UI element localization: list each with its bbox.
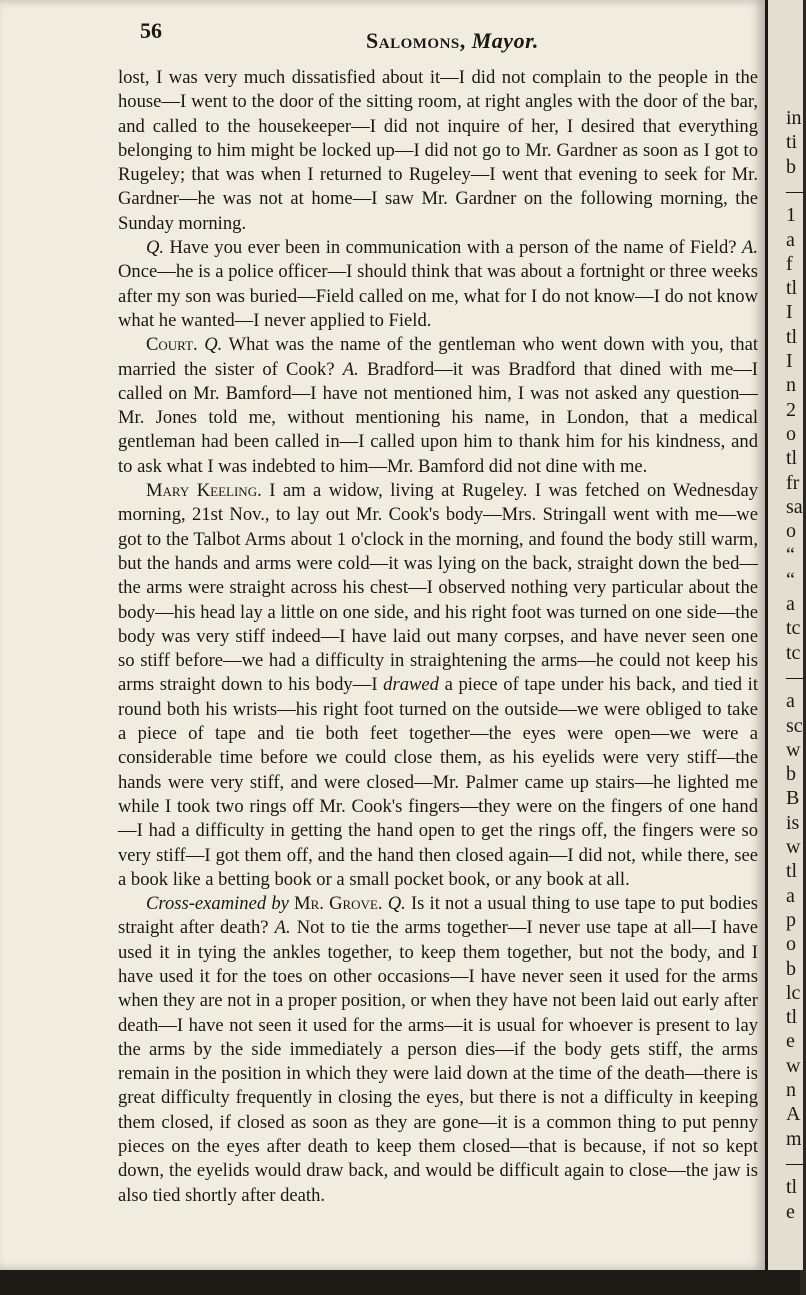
adjacent-page-fragment: tl xyxy=(786,325,798,348)
question-text: Is it not a usual thing to use tape to put bodies straight after death? xyxy=(118,893,758,939)
running-head-name: Salomons, xyxy=(366,28,466,53)
adjacent-page-fragment: A xyxy=(786,1103,801,1126)
adjacent-page-fragment: o xyxy=(786,520,796,543)
adjacent-page-fragment: — xyxy=(786,665,806,688)
question-text: What was the name of the gentleman who went down with you, that married the sister of Cook? xyxy=(118,334,758,380)
paragraph-question-field xyxy=(118,236,758,333)
adjacent-page-fragment: a xyxy=(786,228,795,251)
court-label: Court. xyxy=(146,334,198,356)
adjacent-page-fragment: lc xyxy=(786,981,801,1004)
adjacent-page-fragment: w xyxy=(786,836,801,858)
adjacent-page-fragment: o xyxy=(786,422,796,445)
adjacent-page-fragment: tl xyxy=(786,277,798,300)
adjacent-page-fragment: o xyxy=(786,933,796,956)
adjacent-page-fragment: w xyxy=(786,738,801,761)
page-number: 56 xyxy=(140,18,162,43)
question-label: Q. xyxy=(387,893,406,915)
adjacent-page-fragment: b xyxy=(786,763,796,786)
adjacent-page-fragment: sa xyxy=(786,495,803,518)
body-text xyxy=(118,66,758,1208)
answer-text: Not to tie the arms together—I never use tape at all—I have used it in tying the ankles together, to keep them together, but not the body, and I have used it for the toes on other occasions—I have never seen it used for the arms when they are not in a proper position, or when they have not been laid out early after death—I have not seen it used for the arms—it is usual for whoever is present to lay the arms by the side immediately a person dies—if the body gets stiff, the arms remain in the position in which they were laid down at the time of the death—there is great difficulty frequently in closing the eyes, but there is not a difficulty in keeping them closed, if closed as soon as they are gone—it is a common thing to put penny pieces on the eyes after death to keep them closed—that is because, if not so kept down, the eyelids would draw back, and would be difficult again to close—the jaw is also tied shortly after death. xyxy=(118,917,759,1206)
paragraph-continuation: lost, I was very much dissatisfied about it—I did not complain to the people in the house—I went to the door of the sitting room, at right angles with the door of the bar, and called to the housekeeper—I did not inquire of her, I desired that everything belonging to him might be locked up—I did not go to Mr. Gardner as soon as I got to Rugeley; that was when I returned to Rugeley—I went that evening to seek for Mr. Gardner—he was not at home—I saw Mr. Gardner on the following morning, the Sunday morning. xyxy=(118,67,758,234)
adjacent-page-fragment: a xyxy=(786,593,795,615)
adjacent-page-fragment: a xyxy=(786,884,795,907)
answer-label: A. xyxy=(741,237,758,259)
adjacent-page-fragment: — xyxy=(786,179,806,202)
adjacent-page-fragment: w xyxy=(786,1054,801,1077)
adjacent-page-fragment: ti xyxy=(786,131,798,154)
adjacent-page-fragment: — xyxy=(786,1151,806,1174)
adjacent-page-fragment: 2 xyxy=(786,398,796,421)
answer-label: A. xyxy=(342,358,359,380)
adjacent-page-fragment: f xyxy=(786,252,793,275)
testimony-text: I am a widow, living at Rugeley. I was fetched on Wednesday morning, 21st Nov., to lay out Mr. Cook's body—Mrs. Stringall went with me—we got to the Talbot Arms about 1 o'clock in the morning, and found the body still warm, but the hands and arms were cold—it was lying on the back, straight down the bed—the arms were straight across his chest—I observed nothing very particular about the body—his head lay a little on one side, and his right foot was turned on one side—the body was very stiff indeed—I have laid out many corpses, and have never seen one so stiff before—we had a difficulty in straightening the arms—he could not keep his arms straight down to his body—I xyxy=(118,480,758,696)
adjacent-page-fragment: “ xyxy=(786,544,795,567)
adjacent-page-fragment: b xyxy=(786,957,796,980)
adjacent-page-fragment: p xyxy=(786,908,796,931)
answer-text: Once—he is a police officer—I should think that was about a fortnight or three weeks after my son was buried—Field called on me, what for I do not know—I do not know what he wanted—I never applied to Field. xyxy=(118,261,758,331)
adjacent-page-fragment: b xyxy=(786,155,796,178)
adjacent-page-fragment: tl xyxy=(786,447,798,470)
question-label: Q. xyxy=(146,237,165,259)
adjacent-page-fragment: in xyxy=(786,107,802,129)
witness-name: Mary Keeling. xyxy=(146,480,262,502)
running-head-title: Mayor. xyxy=(471,28,539,53)
adjacent-page-fragment: tc xyxy=(786,641,801,664)
paragraph-cross-examination xyxy=(118,892,758,1208)
adjacent-page-edge xyxy=(765,0,806,1270)
adjacent-page-fragment: a xyxy=(786,690,795,713)
adjacent-page-fragment: tc xyxy=(786,617,801,640)
adjacent-page-fragment: B xyxy=(786,787,800,810)
answer-label: A. xyxy=(274,917,291,939)
testimony-text-continued: a piece of tape under his back, and tied it round both his wrists—his right foot turned on the outside—we were obliged to take a piece of tape and tie both feet together—the eyes were open—we were a considerable time before we could close them, as his eyelids were very stiff—the hands were very stiff, and were closed—Mr. Palmer came up stairs—he lighted me while I took two rings off Mr. Cook's fingers—they were on the fingers of one hand—I had a difficulty in getting the hand open to get the rings off, the fingers were so very stiff—I got them off, and the hand then closed again—I did not, while there, see a book like a betting book or a small pocket book, or any book at all. xyxy=(118,674,758,890)
adjacent-page-fragment: I xyxy=(786,350,793,372)
adjacent-page-fragment: 1 xyxy=(786,204,796,227)
question-text: Have you ever been in communication with a person of the name of Field? xyxy=(164,237,742,259)
counsel-name: Mr. Grove. xyxy=(294,893,383,915)
running-head xyxy=(366,28,539,54)
adjacent-page-fragment: fr xyxy=(786,471,800,494)
adjacent-page-fragment: m xyxy=(786,1127,802,1150)
cross-examined-label: Cross-examined by xyxy=(146,893,289,915)
adjacent-page-fragment: e xyxy=(786,1200,795,1223)
paragraph-court-question xyxy=(118,333,758,479)
adjacent-page-fragment: tl xyxy=(786,1006,798,1029)
adjacent-page-fragment: sc xyxy=(786,714,803,737)
adjacent-page-fragment: n xyxy=(786,1079,796,1101)
italic-word: drawed xyxy=(383,674,439,696)
answer-text: Bradford—it was Bradford that dined with me—I called on Mr. Bamford—I have not mentioned him, I was not asked any question—Mr. Jones told me, without mentioning his name, in London, that a medical gentleman had been called in—I called upon him to thank him for his kindness, and to ask what I was indebted to him—Mr. Bamford did not dine with me. xyxy=(118,358,759,477)
scan-bottom-border xyxy=(0,1270,800,1295)
adjacent-page-fragment: n xyxy=(786,374,796,397)
adjacent-page-fragment: e xyxy=(786,1030,795,1053)
adjacent-page-fragment: tl xyxy=(786,860,798,883)
paragraph-mary-keeling xyxy=(118,479,758,892)
question-label: Q. xyxy=(204,334,223,356)
adjacent-page-fragment: “ xyxy=(786,568,795,591)
adjacent-page-fragment: I xyxy=(786,301,793,324)
adjacent-page-fragment: tl xyxy=(786,1176,798,1199)
adjacent-page-fragment: is xyxy=(786,811,800,834)
